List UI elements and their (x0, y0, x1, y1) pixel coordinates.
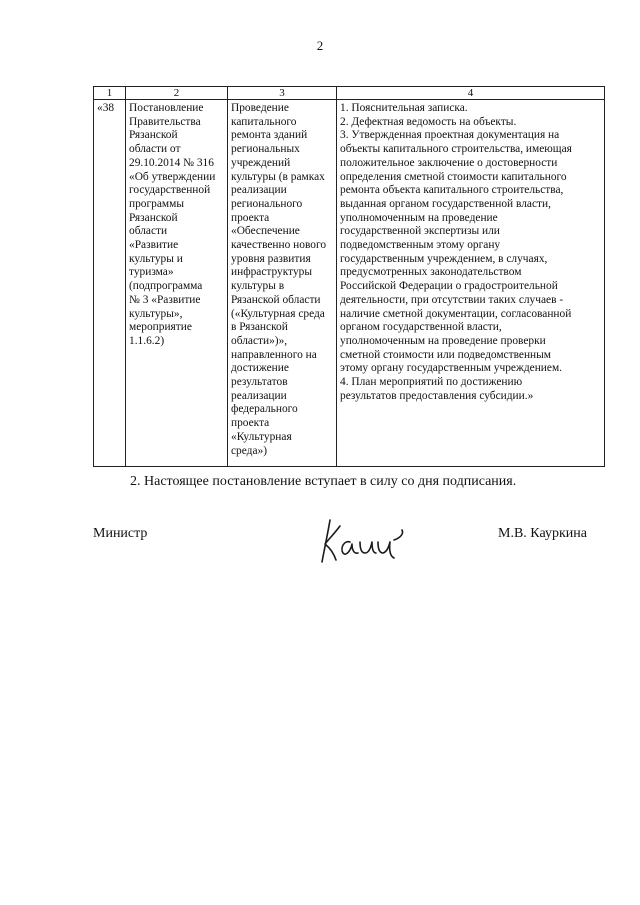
handwritten-signature (316, 512, 408, 570)
documents-table (93, 86, 605, 467)
documents-cell (337, 100, 605, 467)
signature-block (0, 512, 640, 582)
documents-list: 1. Пояснительная записка. 2. Дефектная ведомость на объекты. 3. Утвержденная проектная документация на объекты капитального строительства, имеющая положительное заключение о достоверности определения сметной стоимости капитального ремонта объекта капитального строительства, выданная органом государственной власти, уполномоченным на проведение государственной экспертизы или подведомственным этому органу государственным учреждением, в случаях, предусмотренных законодательством Российской Федерации о градостроительной деятельности, при отсутствии таких случаев - наличие сметной документации, согласованной органом государственной власти, уполномоченным на проведение проверки сметной стоимости или подведомственным этому органу государственным учреждением. 4. План мероприятий по достижению результатов предоставления субсидии.» (340, 102, 572, 402)
table-header-cell: 1 (94, 87, 126, 100)
table-row (94, 100, 605, 467)
row-number-cell (94, 100, 126, 467)
signatory-name: М.В. Кауркина (498, 526, 587, 541)
purpose-text: Проведение капитального ремонта зданий региональных учреждений культуры (в рамках реализации регионального проекта «Обеспечение качественно нового уровня развития инфраструктуры культуры в Рязанской области («Культурная среда в Рязанской области»)», направленного на достижение результатов реализации федерального проекта «Культурная среда») (231, 102, 327, 457)
table-header-cell: 2 (126, 87, 228, 100)
signatory-title: Министр (93, 526, 148, 541)
purpose-cell (228, 100, 337, 467)
row-number: «38 (97, 102, 115, 114)
page-number: 2 (316, 38, 324, 53)
legal-act-text: Постановление Правительства Рязанской области от 29.10.2014 № 316 «Об утверждении государственной программы Рязанской области «Развитие культуры и туризма» (подпрограмма № 3 «Развитие культуры», мероприятие 1.1.6.2) (129, 102, 216, 347)
table-header-cell: 3 (228, 87, 337, 100)
legal-act-cell (126, 100, 228, 467)
table-header-cell: 4 (337, 87, 605, 100)
effective-date-clause: 2. Настоящее постановление вступает в силу со дня подписания. (130, 474, 517, 489)
table-header-row (94, 87, 605, 100)
